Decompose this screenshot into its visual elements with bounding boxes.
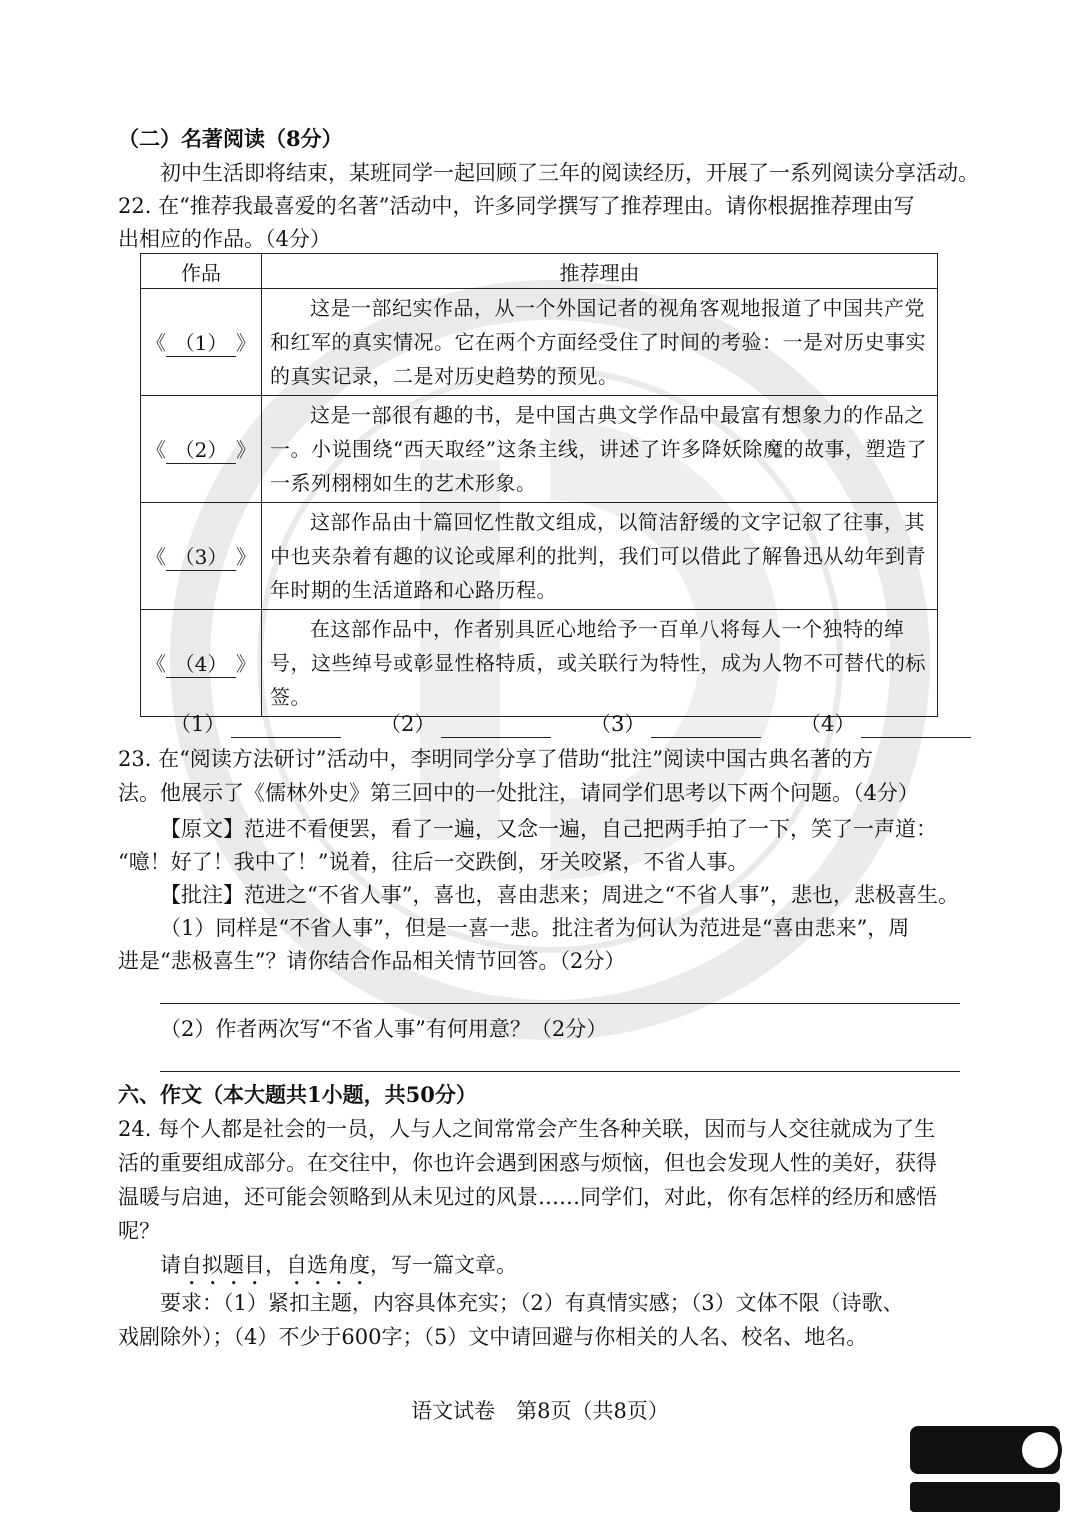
annotation-text: 【批注】范进之“不省人事”，喜也，喜由悲来；周进之“不省人事”，悲也，悲极喜生。 — [160, 883, 959, 907]
task-pre: 请 — [160, 1253, 181, 1277]
work-cell: 《 （4） 》 — [141, 610, 262, 717]
task-sep: ， — [265, 1253, 286, 1277]
q23-line2: 法。他展示了《儒林外史》第三回中的一处批注，请同学们思考以下两个问题。（4分） — [118, 781, 919, 805]
reason-cell — [262, 396, 938, 503]
q24-line3: 温暖与启迪，还可能会领略到从未见过的风景……同学们，对此，你有怎样的经历和感悟 — [118, 1185, 937, 1209]
q22-line2: 出相应的作品。（4分） — [118, 227, 331, 251]
header-work: 作品 — [141, 254, 262, 289]
table-row — [141, 396, 938, 503]
q23-sub1-line2: 进是“悲极喜生”？请你结合作品相关情节回答。（2分） — [118, 949, 626, 973]
answer-3[interactable] — [590, 708, 761, 738]
section6-title: 六、作文（本大题共1小题，共50分） — [118, 1082, 477, 1107]
table-row — [141, 503, 938, 610]
reason-text: 这部作品由十篇回忆性散文组成，以简洁舒缓的文字记叙了往事，其中也夹杂着有趣的议论或犀利的批判，我们可以借此了解鲁迅从幼年到青年时期的生活道路和心路历程。 — [270, 510, 926, 602]
intro-text: 初中生活即将结束，某班同学一起回顾了三年的阅读经历，开展了一系列阅读分享活动。 — [160, 161, 979, 185]
reason-cell — [262, 289, 938, 396]
q24-line4: 呢？ — [118, 1219, 160, 1243]
task-post: ，写一篇文章。 — [370, 1253, 517, 1277]
reason-cell — [262, 503, 938, 610]
header-reason: 推荐理由 — [262, 254, 938, 289]
original-text-1: 【原文】范进不看便罢，看了一遍，又念一遍，自己把两手拍了一下，笑了一声道： — [160, 817, 937, 841]
reason-text: 在这部作品中，作者别具匠心地给予一百单八将每人一个独特的绰号，这些绰号或彰显性格特质，或关联行为特性，成为人物不可替代的标签。 — [270, 617, 926, 709]
q24-req1: 要求：（1）紧扣主题，内容具体充实；（2）有真情实感；（3）文体不限（诗歌、 — [160, 1291, 904, 1315]
site-logo — [900, 1418, 1070, 1518]
answer-label: （4） — [800, 712, 856, 736]
q23-sub2: （2）作者两次写“不省人事”有何用意？（2分） — [160, 1017, 608, 1041]
work-cell: 《 （2） 》 — [141, 396, 262, 503]
answer-line[interactable] — [160, 1003, 960, 1004]
work-blank[interactable]: （4） — [166, 648, 236, 678]
q24-req2: 戏剧除外）；（4）不少于600字；（5）文中请回避与你相关的人名、校名、地名。 — [118, 1325, 868, 1349]
q23-sub1-line1: （1）同样是“不省人事”，但是一喜一悲。批注者为何认为范进是“喜由悲来”，周 — [160, 916, 910, 940]
q24-line1: 24. 每个人都是社会的一员，人与人之间常常会产生各种关联，因而与人交往就成为了生 — [118, 1117, 936, 1141]
table-row — [141, 610, 938, 717]
recommend-table — [140, 253, 938, 717]
answer-label: （3） — [590, 712, 646, 736]
answer-line[interactable] — [160, 1071, 960, 1072]
answer-1[interactable] — [170, 708, 341, 738]
answer-label: （1） — [170, 712, 226, 736]
page-footer: 语文试卷 第8页（共8页） — [411, 1399, 669, 1423]
original-text-2: “噫！好了！我中了！”说着，往后一交跌倒，牙关咬紧，不省人事。 — [118, 850, 749, 874]
work-cell: 《 （3） 》 — [141, 503, 262, 610]
q23-line1: 23. 在“阅读方法研讨”活动中，李明同学分享了借助“批注”阅读中国古典名著的方 — [118, 747, 874, 771]
answer-2[interactable] — [380, 708, 551, 738]
q24-task — [160, 1248, 517, 1290]
task-emph-title: 自拟题目 — [181, 1253, 265, 1277]
work-cell: 《 （1） 》 — [141, 289, 262, 396]
section-title: （二）名著阅读（8分） — [118, 126, 343, 151]
q22-line1: 22. 在“推荐我最喜爱的名著”活动中，许多同学撰写了推荐理由。请你根据推荐理由写 — [118, 194, 915, 218]
reason-text: 这是一部纪实作品，从一个外国记者的视角客观地报道了中国共产党和红军的真实情况。它在两个方面经受住了时间的考验：一是对历史事实的真实记录，二是对历史趋势的预见。 — [270, 296, 926, 388]
reason-text: 这是一部很有趣的书，是中国古典文学作品中最富有想象力的作品之一。小说围绕“西天取经”这条主线，讲述了许多降妖除魔的故事，塑造了一系列栩栩如生的艺术形象。 — [270, 403, 927, 495]
work-blank[interactable]: （3） — [166, 541, 236, 571]
task-emph-angle: 自选角度 — [286, 1253, 370, 1277]
q24-line2: 活的重要组成部分。在交往中，你也许会遇到困惑与烦恼，但也会发现人性的美好，获得 — [118, 1151, 937, 1175]
reason-cell — [262, 610, 938, 717]
table-row — [141, 289, 938, 396]
work-blank[interactable]: （1） — [166, 327, 236, 357]
work-blank[interactable]: （2） — [166, 434, 236, 464]
answer-label: （2） — [380, 712, 436, 736]
answer-4[interactable] — [800, 708, 971, 738]
